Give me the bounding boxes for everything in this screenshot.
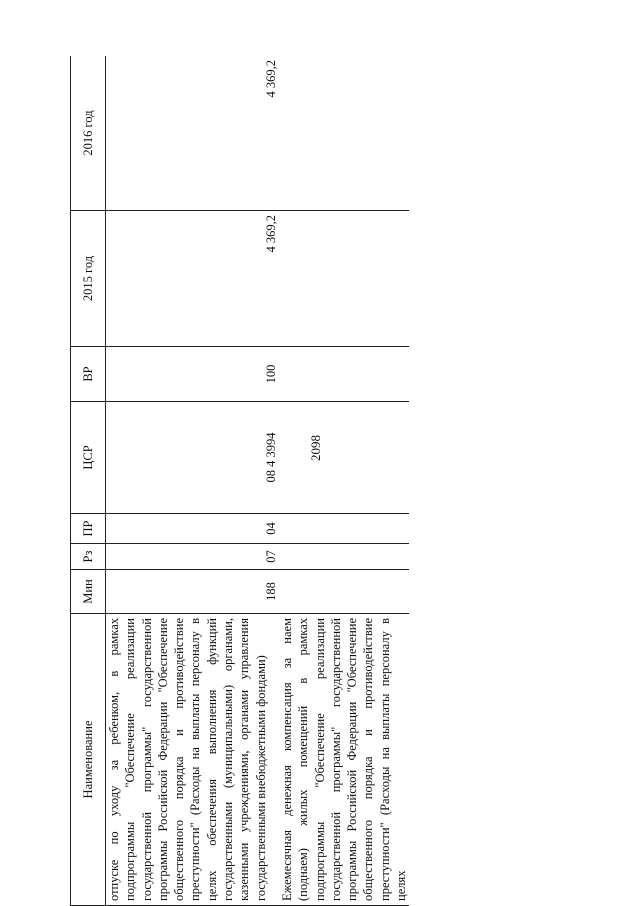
- header-min: Мин: [71, 570, 106, 614]
- header-name: Наименование: [71, 614, 106, 906]
- row-1-min: 188: [106, 570, 279, 614]
- row-2-csr: [279, 402, 409, 514]
- row-1-name: отпуске по уходу за ребенком, в рамках подпрограммы "Обеспечение реализации государственной программы" государственной программы Российской Федерации "Обеспечение общественного порядка и противодействие преступности" (Расходы на выплаты персоналу в целях обеспечения выполнения функций государственными (муниципальными) органами, казенными учреждениями, органами управления государственными внебюджетными фондами): [107, 618, 268, 901]
- budget-table: [70, 56, 409, 906]
- table-viewport: [70, 56, 612, 906]
- header-csr: ЦСР: [71, 402, 106, 514]
- header-row: [71, 56, 106, 906]
- header-2015: 2015 год: [71, 211, 106, 347]
- row-2-name-cell: [279, 614, 409, 906]
- row-1-name-cell: [106, 614, 279, 906]
- header-rz: Рз: [71, 544, 106, 570]
- row-2-2015: [279, 211, 409, 347]
- row-1-csr: 08 4 3994: [106, 402, 279, 514]
- row-2-name: Ежемесячная денежная компенсация за наем (поднаем) жилых помещений в рамках подпрограммы "Обеспечение реализации государственной программы" государственной программы Российской Федерации "Обеспечение общественного порядка и противодействие преступности" (Расходы на выплаты персоналу в целях: [279, 618, 409, 901]
- row-1-2015: 4 369,2: [106, 211, 279, 347]
- row-1-pr: 04: [106, 514, 279, 544]
- row-2-vr: [279, 347, 409, 402]
- row-2-rz: [279, 544, 409, 570]
- page-number: 2098: [308, 435, 323, 461]
- table-row: [106, 56, 279, 906]
- row-1-2016: 4 369,2: [106, 56, 279, 211]
- row-2-min: [279, 570, 409, 614]
- row-1-rz: 07: [106, 544, 279, 570]
- header-pr: ПР: [71, 514, 106, 544]
- header-vr: ВР: [71, 347, 106, 402]
- row-2-pr: [279, 514, 409, 544]
- header-2016: 2016 год: [71, 56, 106, 211]
- table-row: [279, 56, 409, 906]
- row-2-2016: [279, 56, 409, 211]
- row-1-vr: 100: [106, 347, 279, 402]
- rotated-table-container: [70, 56, 612, 906]
